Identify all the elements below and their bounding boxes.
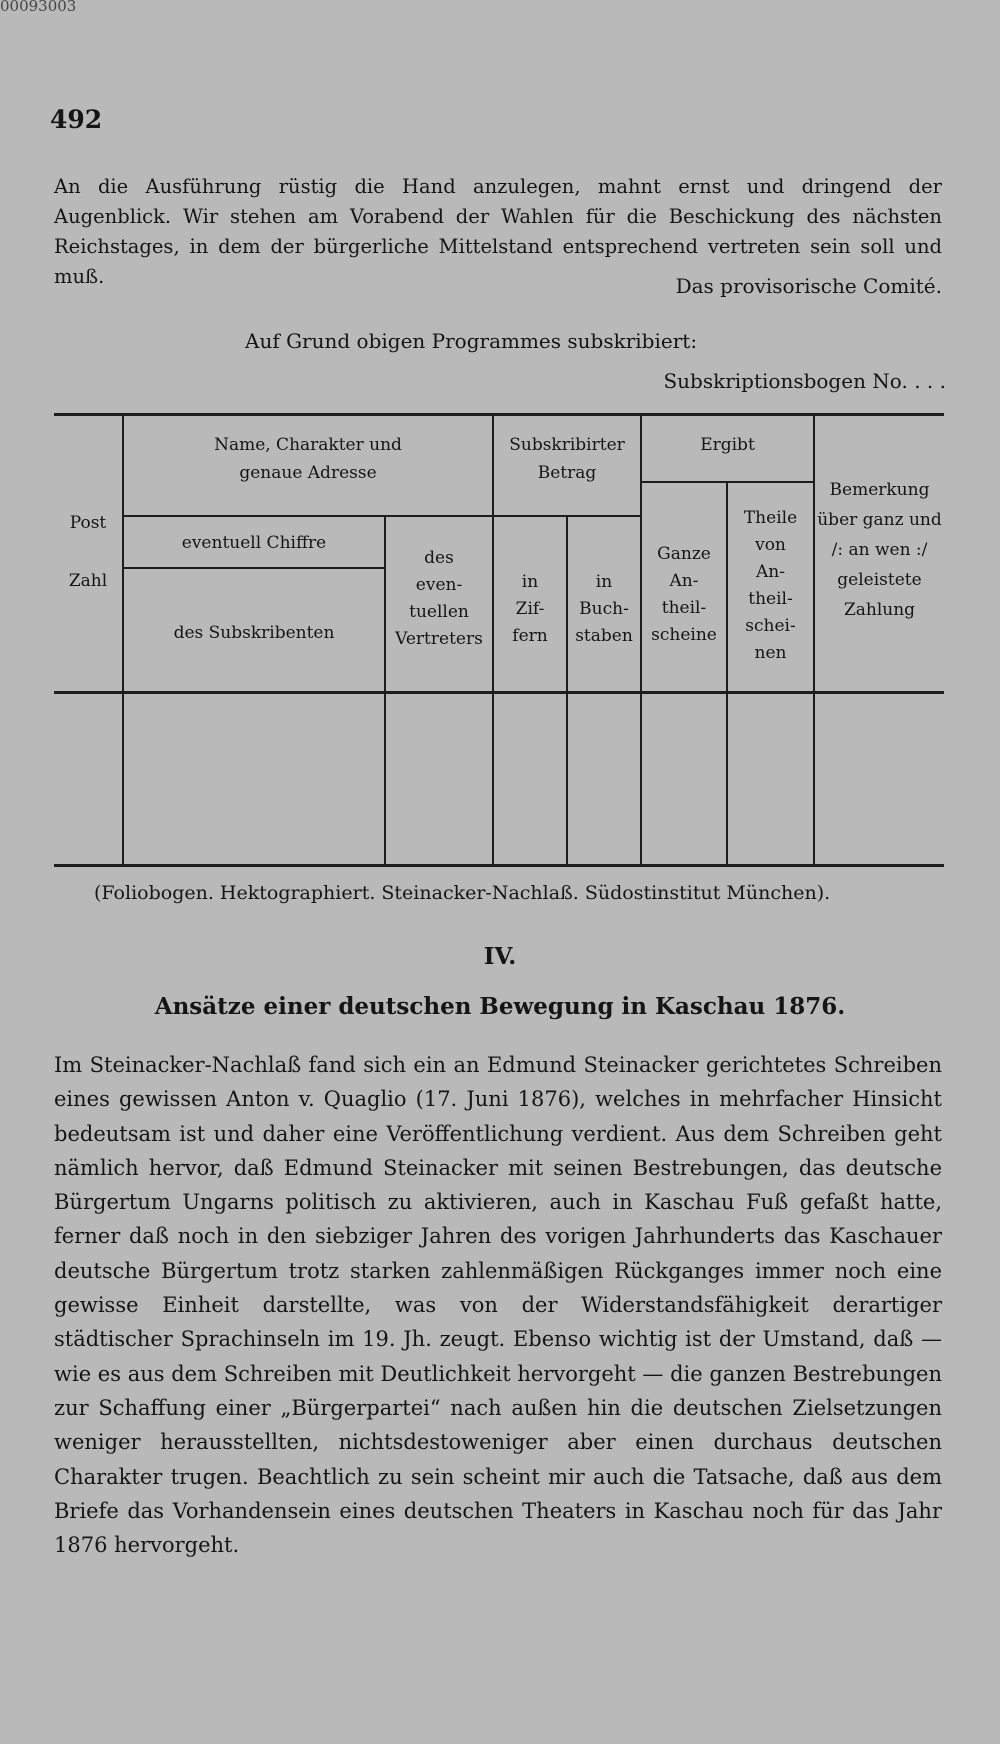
- header-zahl: Zahl: [68, 571, 108, 591]
- row-divider: [122, 567, 386, 569]
- subscription-table: [54, 413, 944, 867]
- table-header-bottom-rule: [54, 691, 944, 694]
- header-ziffern: in Zif- fern: [512, 572, 548, 646]
- header-theile: Theile von An- theil- schei- nen: [743, 508, 798, 663]
- page-number: 492: [50, 105, 103, 134]
- row-divider: [494, 515, 642, 517]
- intro-paragraph: An die Ausführung rüstig die Hand anzulegen, mahnt ernst und dringend der Augenblick. Wir stehen am Vorabend der Wahlen für die Beschickung des nächsten Reichstages, in dem der bürgerliche Mittelstand entsprechend vertreten sein soll und muß.: [54, 175, 942, 288]
- archive-mark: 00093003: [0, 0, 77, 15]
- header-ergibt: Ergibt: [700, 435, 755, 455]
- header-buchstaben: in Buch- staben: [575, 572, 633, 646]
- header-vertreter: des even- tuellen Vertreters: [395, 548, 483, 649]
- header-bemerkung: Bemerkung über ganz und /: an wen :/ geleistete Zahlung: [817, 480, 942, 620]
- header-ganze: Ganze An- theil- scheine: [651, 544, 717, 645]
- section-number: IV.: [483, 943, 517, 970]
- table-top-rule: [54, 413, 944, 416]
- header-name: Name, Charakter und genaue Adresse: [214, 435, 402, 483]
- table-bottom-rule: [54, 864, 944, 867]
- subscribed-line: Auf Grund obigen Programmes subskribiert:: [245, 329, 698, 353]
- footnote: (Foliobogen. Hektographiert. Steinacker-Nachlaß. Südostinstitut München).: [94, 882, 831, 904]
- header-post: Post: [69, 513, 107, 533]
- row-divider: [122, 515, 494, 517]
- main-paragraph: Im Steinacker-Nachlaß fand sich ein an Edmund Steinacker gerichtetes Schreiben eines gewissen Anton v. Quaglio (17. Juni 1876), welches in mehrfacher Hinsicht bedeutsam ist und daher eine Veröffentlichung verdient. Aus dem Schreiben geht nämlich hervor, daß Edmund Steinacker mit seinen Bestrebungen, das deutsche Bürgertum Ungarns politisch zu aktivieren, auch in Kaschau Fuß gefaßt hatte, ferner daß noch in den siebziger Jahren des vorigen Jahrhunderts das Kaschauer deutsche Bürgertum trotz starken zahlenmäßigen Rückganges immer noch eine gewisse Einheit darstellte, was von der Widerstandsfähigkeit derartiger städtischer Sprachinseln im 19. Jh. zeugt. Ebenso wichtig ist der Umstand, daß — wie es aus dem Schreiben mit Deutlichkeit hervorgeht — die ganzen Bestrebungen zur Schaffung einer „Bürgerpartei“ nach außen hin die deutschen Zielsetzungen weniger herausstellten, nichtsdestoweniger aber einen durchaus deutschen Charakter trugen. Beachtlich zu sein scheint mir auch die Tatsache, daß aus dem Briefe das Vorhandensein eines deutschen Theaters in Kaschau noch für das Jahr 1876 hervorgeht.: [54, 1053, 942, 1558]
- signature: Das provisorische Comité.: [675, 274, 942, 298]
- col-divider: [566, 515, 568, 867]
- header-betrag: Subskribirter Betrag: [509, 435, 625, 483]
- header-subskribenten: des Subskribenten: [173, 623, 335, 643]
- section-title: Ansätze einer deutschen Bewegung in Kaschau 1876.: [154, 993, 846, 1020]
- row-divider: [642, 481, 815, 483]
- subscription-sheet-label: Subskriptionsbogen No. . . .: [663, 369, 946, 393]
- header-chiffre: eventuell Chiffre: [181, 533, 327, 553]
